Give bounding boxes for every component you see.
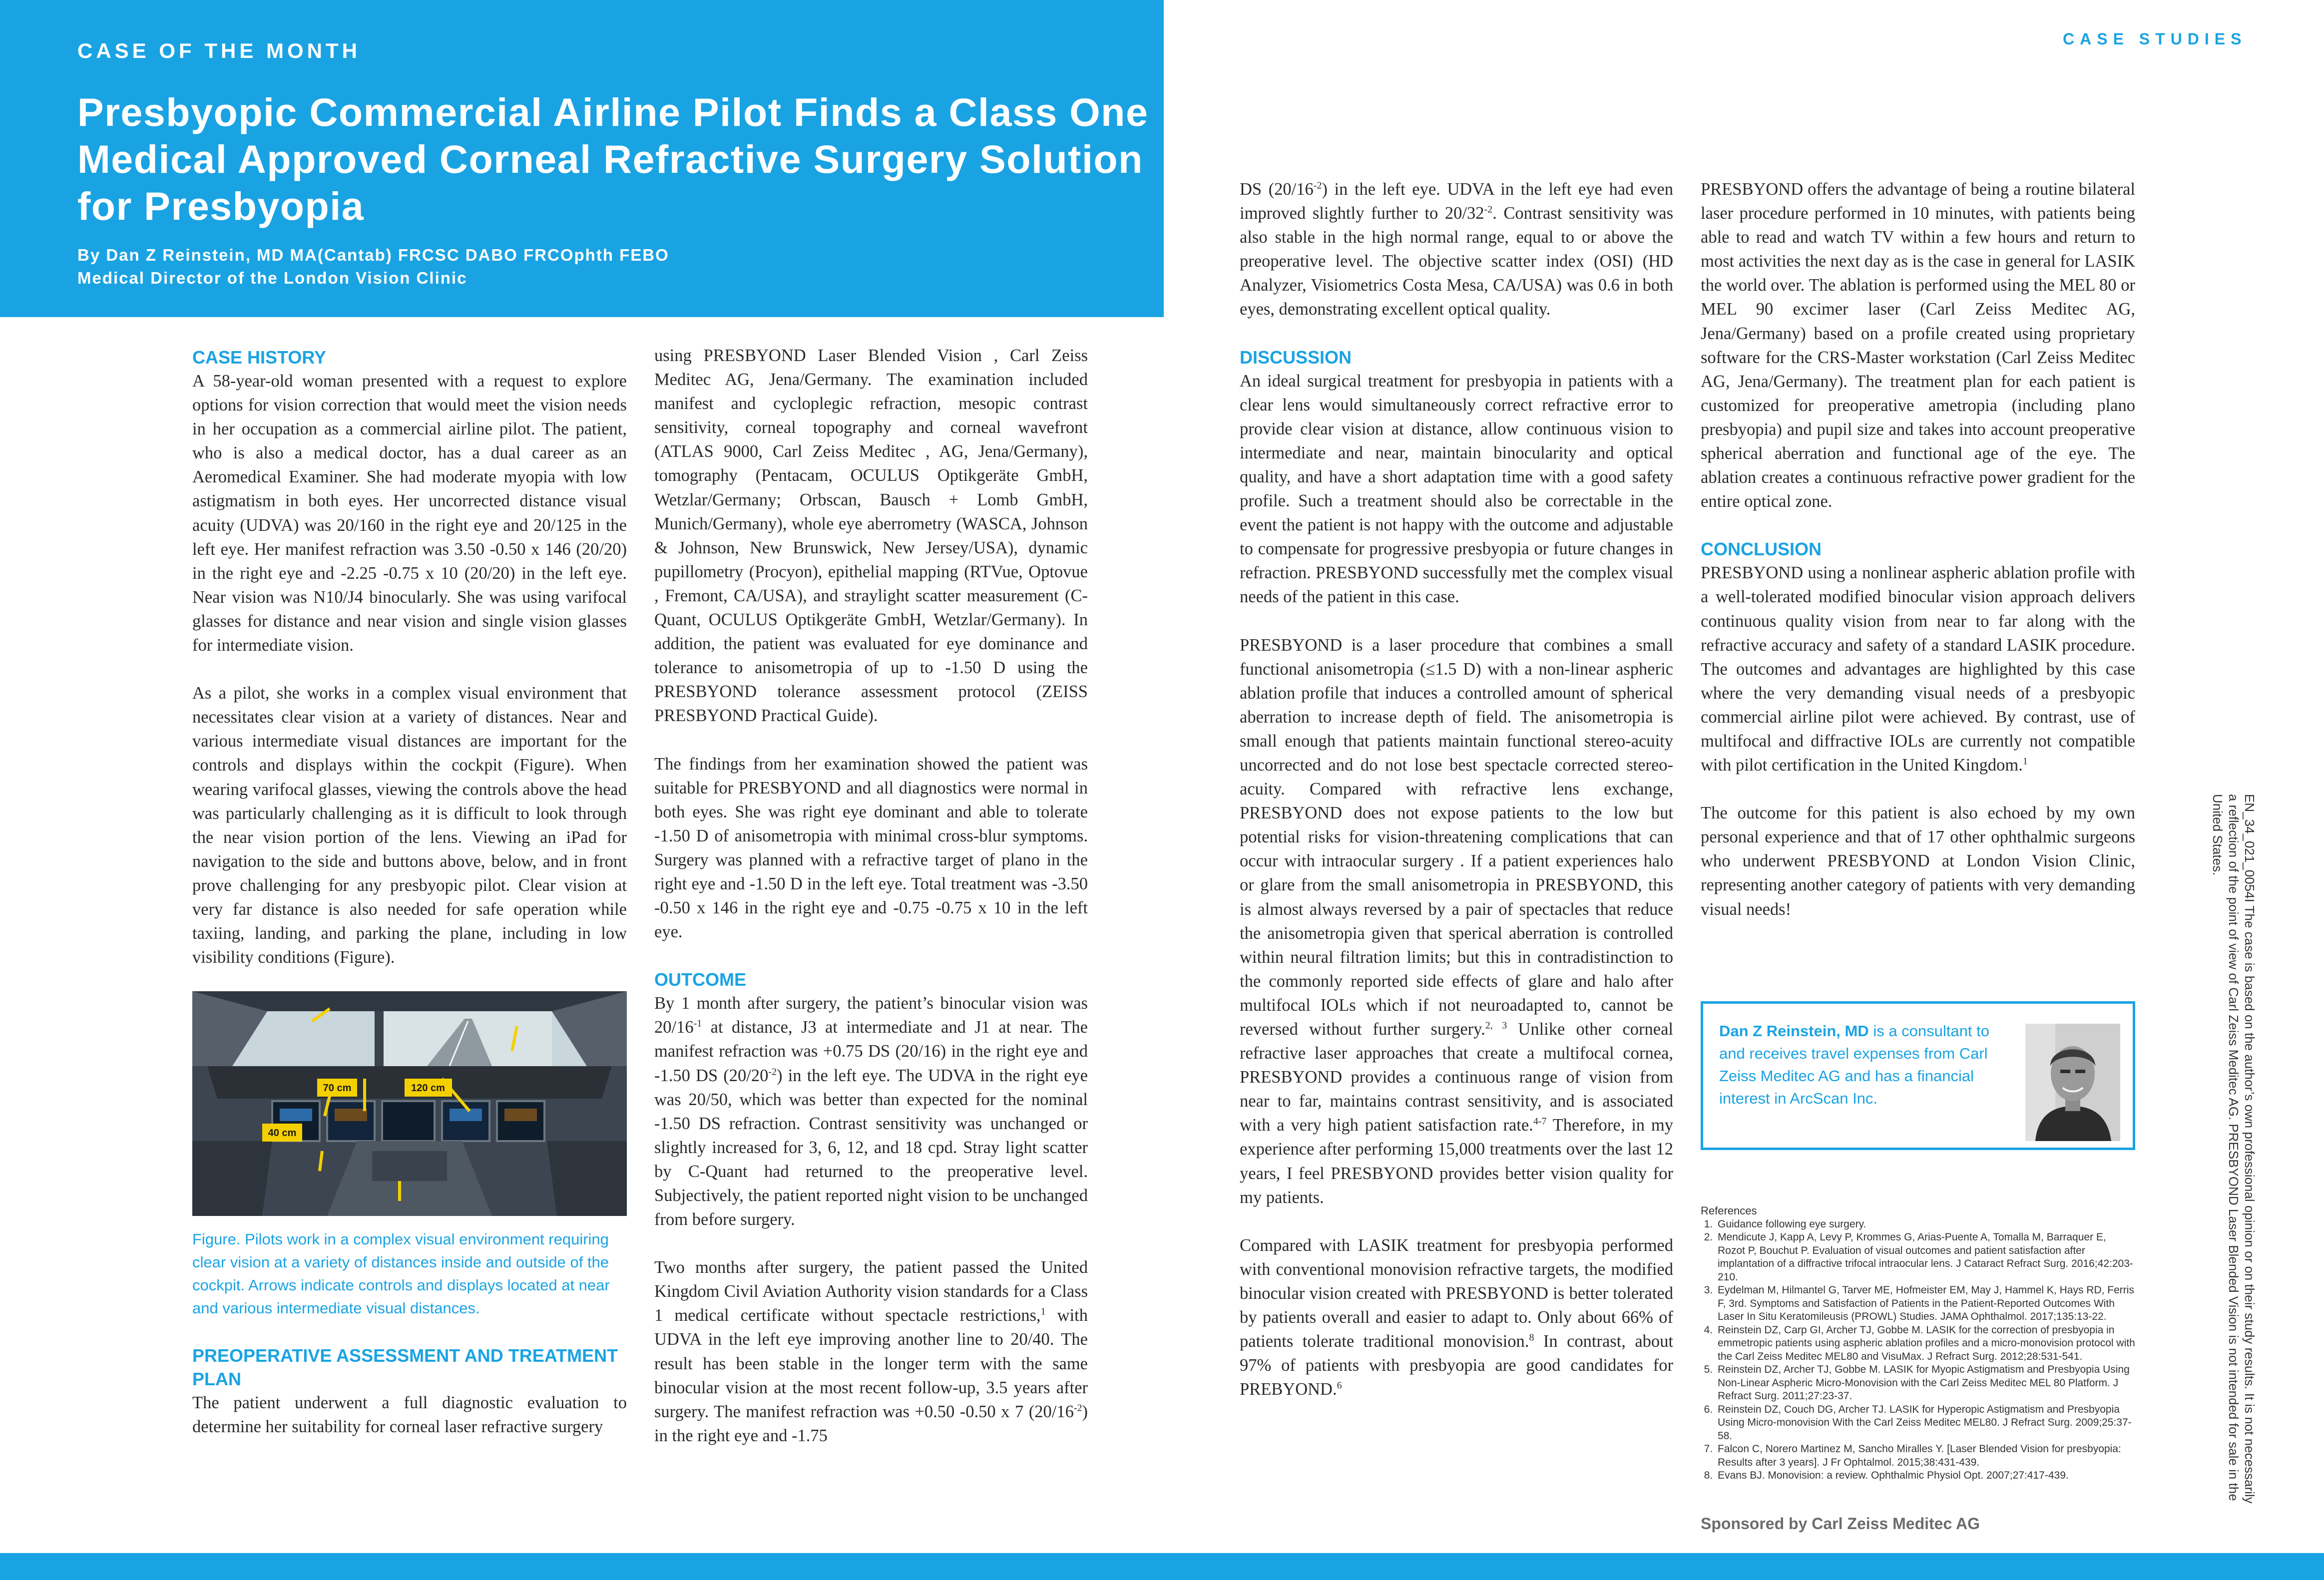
references-list [1701,1218,2135,1483]
article-title: Presbyopic Commercial Airline Pilot Finds a Class One Medical Approved Corneal Refractive Surgery Solution for Presbyopia [77,90,1149,228]
heading-case-history: CASE HISTORY [192,347,327,368]
section-tag: CASE STUDIES [2063,30,2247,48]
references [1701,1204,2135,1483]
author-portrait [2025,1024,2120,1141]
paragraph: PRESBYOND using a nonlinear aspheric ablation profile with a well-tolerated modified binocular vision approach delivers continuous quality vision from near to far along with the refractive accuracy and safety of a standard LASIK procedure. The outcomes and advantages are highlighted by this case where the very demanding visual needs of a presbyopic commercial airline pilot were achieved. By contrast, use of multifocal and diffractive IOLs are currently not compatible with pilot certification in the United Kingdom.$^1$ [1701,563,2135,775]
heading-conclusion: CONCLUSION [1701,539,1822,560]
paragraph: The findings from her examination showed the patient was suitable for PRESBYOND and all diagnostics were normal in both eyes. She was right eye dominant and able to tolerate -1.50 D of anisometropia with minimal cross-blur symptoms. Surgery was planned with a refractive target of plano in the right eye and -1.50 D in the left eye. Total treatment was -3.50 -0.50 x 146 in the right eye and -0.75 -0.75 x 10 in the left eye. [654,754,1088,942]
column-4 [1701,177,2135,921]
byline-affiliation: Medical Director of the London Vision Clinic [77,269,467,287]
paragraph: The outcome for this patient is also echoed by my own personal experience and that of 17 other ophthalmic surgeons who underwent PRESBYOND at London Vision Clinic, representing another category of patients with very demanding visual needs! [1701,803,2135,919]
heading-preoperative: PREOPERATIVE ASSESSMENT AND TREATMENT PLAN [192,1345,618,1390]
byline-author: By Dan Z Reinstein, MD MA(Cantab) FRCSC DABO FRCOphth FEBO [77,246,669,264]
reference-item: 7. Falcon C, Norero Martinez M, Sancho Miralles Y. [Laser Blended Vision for presbyopia: Results after 3 years]. J Fr Ophtalmol. 2015;38:431-439. [1716,1443,2135,1469]
cockpit-illustration [192,991,627,1216]
footer-band [0,1553,2324,1580]
paragraph: PRESBYOND offers the advantage of being a routine bilateral laser procedure performed in 10 minutes, with patients being able to read and watch TV within a few hours and return to most activities the next day as is the case in general for LASIK the world over. The ablation is performed using the MEL 80 or MEL 90 excimer laser (Carl Zeiss Meditec AG, Jena/Germany) based on a profile created using proprietary software for the CRS-Master workstation (Carl Zeiss Meditec AG, Jena/Germany). The treatment plan for each patient is customized for preoperative ametropia (including plano presbyopia) and pupil size and takes into account preoperative spherical aberration and functional age of the eye. The ablation creates a continuous refractive power gradient for the entire optical zone. [1701,180,2135,511]
author-name: Dan Z Reinstein, MD [1719,1022,1869,1040]
references-title: References [1701,1204,1757,1217]
heading-discussion: DISCUSSION [1240,347,1352,368]
heading-outcome: OUTCOME [654,969,746,990]
kicker: CASE OF THE MONTH [77,39,361,62]
label-40cm: 40 cm [268,1128,297,1139]
reference-item: 4. Reinstein DZ, Carp GI, Archer TJ, Gobbe M. LASIK for the correction of presbyopia in emmetropic patients using aspheric ablation profiles and a micro-monovision protocol with the Carl Zeiss Meditec MEL80 and VisuMax. J Refract Surg. 2012;28:531-541. [1716,1324,2135,1364]
disclaimer-vertical: EN_34_021_0054I The case is based on the author’s own professional opinion or on their study results. It is not necessarily a reflection of the point of view of Carl Zeiss Meditec AG. PRESBYOND Laser Blended Vision is not intended for sale in the United States. [2210,794,2257,1504]
author-photo [2025,1024,2120,1141]
paragraph: An ideal surgical treatment for presbyopia in patients with a clear lens would simultaneously correct refractive error to provide clear vision at distance, allow continuous vision to intermediate and near, maintain binocularity and optical quality, and have a short adaptation time with a good safety profile. Such a treatment should also be correctable in the event the patient is not happy with the outcome and adjustable to compensate for progressive presbyopia or future changes in refraction. PRESBYOND successfully met the complex visual needs of the patient in this case. [1240,371,1673,607]
paragraph: using PRESBYOND Laser Blended Vision , Carl Zeiss Meditec AG, Jena/Germany. The examination included manifest and cycloplegic refraction, mesopic contrast sensitivity, corneal topography and corneal wavefront (ATLAS 9000, Carl Zeiss Meditec , AG, Jena/Germany), tomography (Pentacam, OCULUS Optikgeräte GmbH, Wetzlar/Germany; Orbscan, Bausch + Lomb GmbH, Munich/Germany), whole eye aberrometry (WASCA, Johnson & Johnson, New Brunswick, New Jersey/USA), dynamic pupillometry (Procyon), epithelial mapping (RTVue, Optovue , Fremont, CA/USA), and straylight scatter measurement (C-Quant, OCULUS Optikgeräte GmbH, Wetzlar/Germany). In addition, the patient was evaluated for eye dominance and tolerance to anisometropia of up to -1.50 D using the PRESBYOND tolerance assessment protocol (ZEISS PRESBYOND Practical Guide). [654,346,1088,726]
reference-item: 5. Reinstein DZ, Archer TJ, Gobbe M. LASIK for Myopic Astigmatism and Presbyopia Using Non-Linear Aspheric Micro-Monovision with the Carl Zeiss Meditec MEL 80 Platform. J Refract Surg. 2011;27:23-37. [1716,1363,2135,1403]
paragraph: Two months after surgery, the patient passed the United Kingdom Civil Aviation Authority vision standards for a Class 1 medical certificate without spectacle restrictions,$^1$ with UDVA in the left eye improving another line to 20/40. The result has been stable in the longer term with the same binocular vision at the most recent follow-up, 3.5 years after surgery. The manifest refraction was +0.50 -0.50 x 7 $(20/16^{-2})$ in the right eye and -1.75 [654,1258,1088,1445]
cockpit-figure [192,991,627,1216]
paragraph: DS $(20/16^{-2})$ in the left eye. UDVA in the left eye had even improved slightly further to $20/32^{-2}$. Contrast sensitivity was also stable in the high normal range, equal to or above the preoperative level. The objective scatter index (OSI) (HD Analyzer, Visiometrics Costa Mesa, CA/USA) was 0.6 in both eyes, demonstrating excellent optical quality. [1240,180,1673,319]
reference-item: 1. Guidance following eye surgery. [1716,1218,2135,1231]
author-bio-box [1701,1001,2135,1150]
column-1 [192,344,627,1439]
paragraph: The patient underwent a full diagnostic evaluation to determine her suitability for corneal laser refractive surgery [192,1393,627,1437]
figure-caption: Figure. Pilots work in a complex visual environment requiring clear vision at a variety of distances inside and outside of the cockpit. Arrows indicate controls and displays located at near and various intermediate visual distances. [192,1230,610,1317]
paragraph: PRESBYOND is a laser procedure that combines a small functional anisometropia (≤1.5 D) with a non-linear aspheric ablation profile that induces a controlled amount of spherical aberration to increase depth of field. The anisometropia is small enough that patients maintain functional stereo-acuity uncorrected and do not lose best spectacle corrected stereo-acuity. Compared with refractive lens exchange, PRESBYOND does not expose patients to the low but potential risks for vision-threatening complications that can occur with intraocular surgery . If a patient experiences halo or glare from the small anisometropia in PRESBYOND, this is almost always reversed by a pair of spectacles that reduce the anisometropia given that sperical aberration is controlled within neural filtration limits; but this in contradistinction to the commonly reported side effects of glare and halo after multifocal IOLs which if not neuroadapted to, cannot be reversed without further surgery.$^{2, 3}$ Unlike other corneal refractive laser approaches that create a multifocal cornea, PRESBYOND provides a continuous range of vision from near to far, maintains contrast sensitivity, and is associated with a very high patient satisfaction rate.$^{4-7}$ Therefore, in my experience after performing 15,000 treatments over the last 12 years, I feel PRESBYOND provides better vision quality for my patients. [1240,635,1674,1207]
column-3 [1240,177,1673,1401]
column-2 [654,344,1088,1448]
author-bio: Dan Z Reinstein, MD is a consultant to and receives travel expenses from Carl Zeiss Meditec AG and has a financial interest in ArcScan Inc. [1719,1022,1989,1107]
reference-item: 2. Mendicute J, Kapp A, Levy P, Krommes G, Arias-Puente A, Tomalla M, Barraquer E, Rozot P, Bouchut P. Evaluation of visual outcomes and patient satisfaction after implantation of a diffractive trifocal intraocular lens. J Cataract Refract Surg. 2016;42:203-210. [1716,1231,2135,1284]
byline [77,244,669,290]
label-120cm: 120 cm [411,1083,445,1094]
paragraph: As a pilot, she works in a complex visual environment that necessitates clear vision at a variety of distances. Near and various intermediate visual distances are important for the controls and displays within the cockpit (Figure). When wearing varifocal glasses, viewing the controls above the head was particularly challenging as it is difficult to look through the near vision portion of the lens. Viewing an iPad for navigation to the side and buttons above, below, and in front prove challenging for any presbyopic pilot. Clear vision at very far distance is also needed for safe operation while taxiing, landing, and parking the plane, including in low visibility conditions (Figure). [192,684,627,967]
label-70cm: 70 cm [323,1083,352,1094]
paragraph: By 1 month after surgery, the patient’s binocular vision was $20/16^{-1}$ at distance, J3 at intermediate and J1 at near. The manifest refraction was +0.75 DS (20/16) in the right eye and -1.50 DS $(20/20^{-2})$ in the left eye. The UDVA in the right eye was 20/50, which was better than expected for the nominal -1.50 DS refraction. Contrast sensitivity was unchanged or slightly increased for 3, 6, 12, and 18 cpd. Stray light scatter by C-Quant had returned to the preoperative level. Subjectively, the patient reported night vision to be unchanged from before surgery. [654,994,1088,1229]
paragraph: A 58-year-old woman presented with a request to explore options for vision correction that would meet the vision needs in her occupation as a commercial airline pilot. The patient, who is also a medical doctor, has a dual career as an Aeromedical Examiner. She had moderate myopia with low astigmatism in both eyes. Her uncorrected distance visual acuity (UDVA) was 20/160 in the right eye and 20/125 in the left eye. Her manifest refraction was 3.50 -0.50 x 146 (20/20) in the right eye and -2.25 -0.75 x 10 (20/20) in the left eye. Near vision was N10/J4 binocularly. She was using varifocal glasses for distance and near vision and single vision glasses for intermediate vision. [192,372,627,655]
reference-item: 6. Reinstein DZ, Couch DG, Archer TJ. LASIK for Hyperopic Astigmatism and Presbyopia Using Micro-monovision With the Carl Zeiss Meditec MEL80. J Refract Surg. 2009;25:37-58. [1716,1403,2135,1443]
sponsor-line: Sponsored by Carl Zeiss Meditec AG [1701,1515,1980,1533]
reference-item: 3. Eydelman M, Hilmantel G, Tarver ME, Hofmeister EM, May J, Hammel K, Hays RD, Ferris F, 3rd. Symptoms and Satisfaction of Patients in the Patient-Reported Outcomes With Laser In Situ Keratomileusis (PROWL) Studies. JAMA Ophthalmol. 2017;135:13-22. [1716,1284,2135,1324]
reference-item: 8. Evans BJ. Monovision: a review. Ophthalmic Physiol Opt. 2007;27:417-439. [1716,1469,2135,1483]
paragraph: Compared with LASIK treatment for presbyopia performed with conventional monovision refractive targets, the modified binocular vision created with PRESBYOND is better tolerated by patients overall and easier to adapt to. Only about 66% of patients tolerate traditional monovision.$^8$ In contrast, about 97% of patients with presbyopia are good candidates for PREBYOND.$^6$ [1240,1235,1673,1399]
